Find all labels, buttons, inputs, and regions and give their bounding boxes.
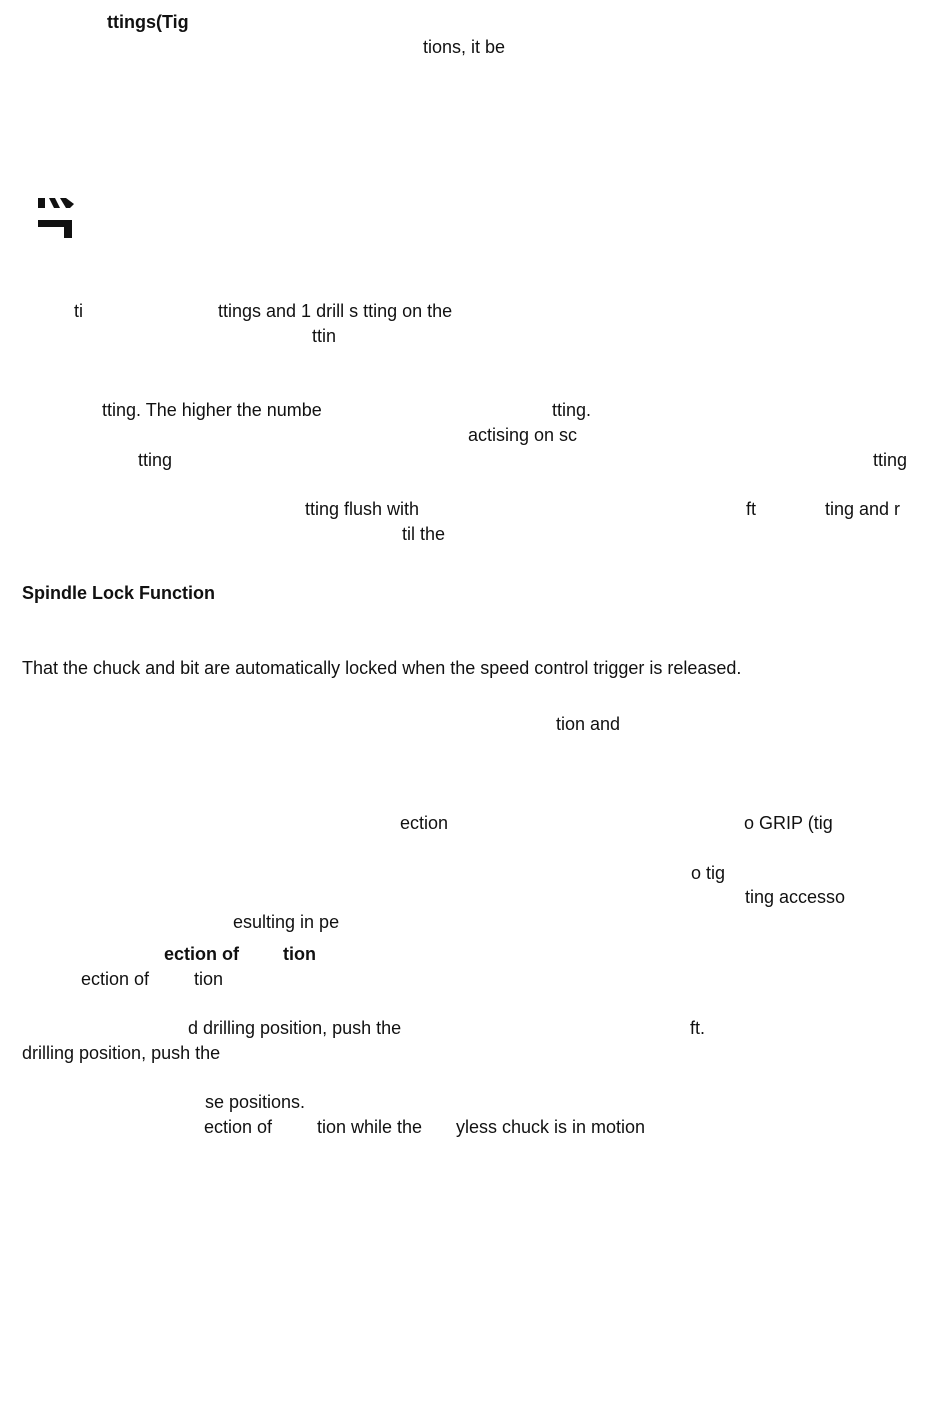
text-fragment: se positions. [205,1092,306,1112]
text-fragment: actising on sc [468,425,578,445]
text-fragment: ting and r [825,499,901,519]
text-fragment: tting. The higher the numbe [102,400,322,420]
text-fragment: tion and [556,714,621,734]
text-fragment: tion while the [317,1117,423,1137]
heading-fragment: ection of [164,944,239,964]
spindle-lock-description: That the chuck and bit are automatically locked when the speed control trigger is released. [22,658,742,678]
text-fragment: tting. [552,400,592,420]
text-fragment: ttings and 1 drill s tting on the [218,301,453,321]
text-fragment: o tig [691,863,726,883]
text-fragment: drilling position, push the [22,1043,221,1063]
text-fragment: ttin [312,326,337,346]
text-fragment: til the [402,524,446,544]
text-fragment: o GRIP (tig [744,813,833,833]
text-fragment: ection of [81,969,150,989]
text-fragment: tting [138,450,173,470]
text-fragment: yless chuck is in motion [456,1117,646,1137]
text-fragment: tions, it be [423,37,506,57]
text-fragment: ti [74,301,83,321]
text-fragment: tting flush with [305,499,420,519]
heading-fragment-settings: ttings(Tig [107,12,189,32]
heading-fragment: tion [283,944,316,964]
text-fragment: ft [746,499,757,519]
text-fragment: d drilling position, push the [188,1018,402,1038]
torque-clutch-symbol-icon [36,196,76,240]
text-fragment: tting [873,450,908,470]
text-fragment: tion [194,969,224,989]
text-fragment: ft. [690,1018,706,1038]
text-fragment: ection of [204,1117,273,1137]
text-fragment: ection [400,813,449,833]
text-fragment: esulting in pe [233,912,340,932]
section-heading-spindle-lock: Spindle Lock Function [22,583,215,603]
text-fragment: ting accesso [745,887,846,907]
